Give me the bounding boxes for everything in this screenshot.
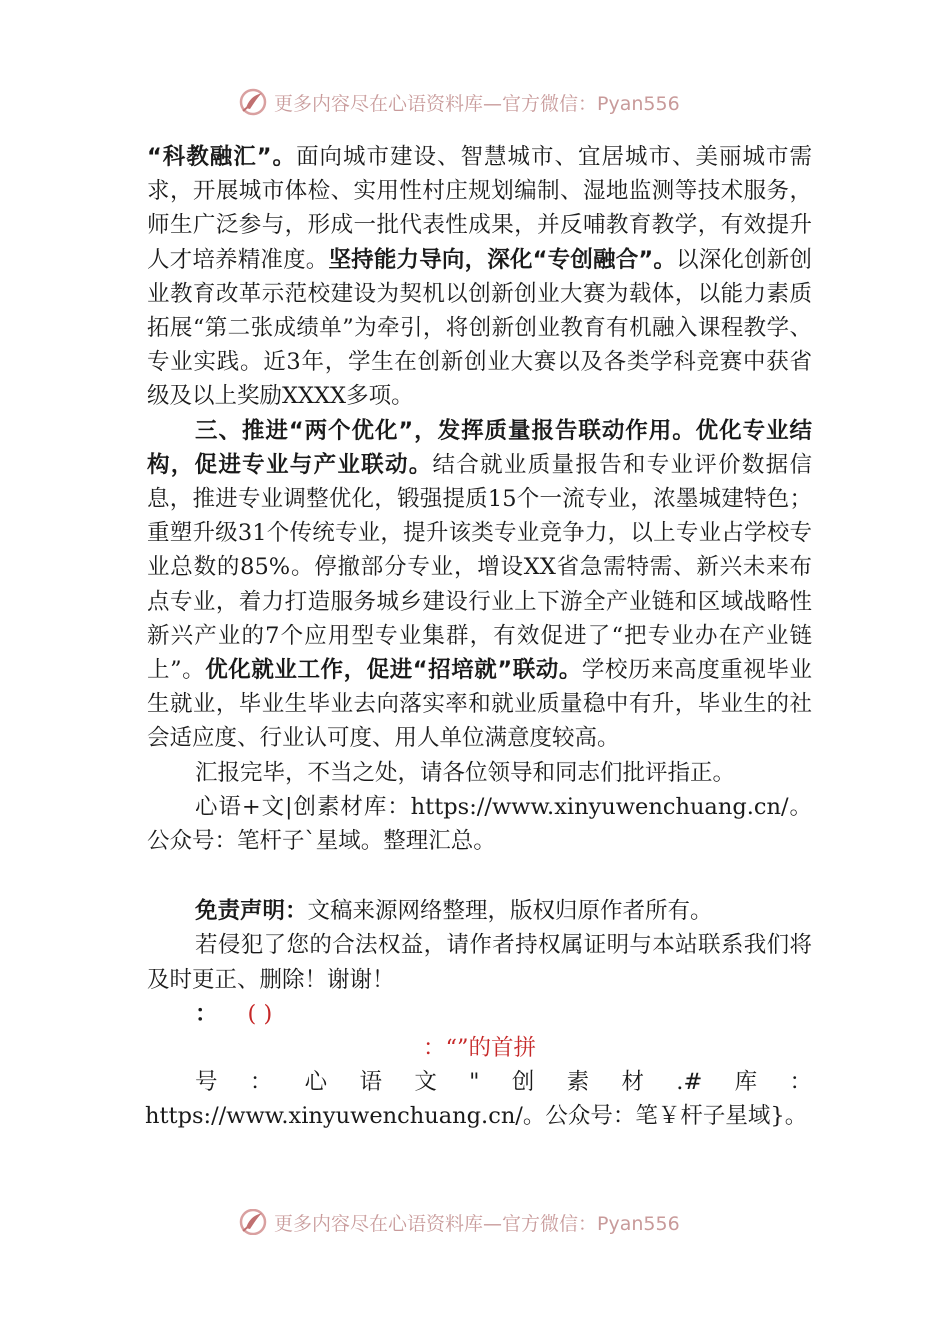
- disclaimer-label: 免责声明：: [195, 898, 308, 925]
- body-text: 结合就业质量报告和专业评价数据信息，推进专业调整优化，锻强提质15个一流专业，浓墨城建特色；重塑升级31个传统专业，提升该类专业竞争力，以上专业占学校专业总数的85%。停撤部分专业，增设XX省急需特需、新兴未来布点专业，着力打造服务城乡建设行业上下游全产业链和区域战略性新兴产业的7个应用型专业集群，有效促进了“把专业办在产业链上”。: [147, 451, 812, 684]
- footer-spread-line: [147, 1065, 812, 1099]
- paragraph-1: [147, 140, 812, 414]
- spread-token: 号: [195, 1069, 218, 1096]
- spread-token: ：: [249, 1069, 273, 1096]
- spread-token: 语: [359, 1069, 382, 1096]
- spacer: [147, 858, 812, 894]
- document-body: [147, 140, 812, 1134]
- spread-token: ": [469, 1069, 480, 1096]
- bold-phrase: 坚持能力导向，深化“专创融合”。: [328, 246, 677, 273]
- watermark-text: 更多内容尽在心语资料库—官方微信：Pyan556: [274, 1212, 680, 1235]
- source-paragraph: 心语+文|创素材库：https://www.xinyuwenchuang.cn/。公众号：笔杆子`星域。整理汇总。: [147, 793, 812, 855]
- watermark-text: 更多内容尽在心语资料库—官方微信：Pyan556: [274, 92, 680, 115]
- bold-phrase: 优化就业工作，促进“招培就”联动。: [205, 657, 582, 684]
- footer-colon: ：: [195, 1000, 218, 1027]
- spread-token: 文: [414, 1069, 437, 1096]
- body-text: 面向城市建设、智慧城市、宜居城市、美丽城市需求，开展城市体检、实用性村庄规划编制、湿地监测等技术服务，师生广泛参与，形成一批代表性成果，并反哺教育教学，有效提升人才培养精准度。: [147, 144, 812, 273]
- footer-red-line: ：“”的首拼: [422, 1035, 536, 1062]
- disclaimer-line: [147, 894, 812, 928]
- paragraph-2: [147, 414, 812, 756]
- spread-token: .#: [676, 1069, 703, 1096]
- spread-token: 素: [566, 1069, 590, 1096]
- footer-paren: ( ): [247, 1000, 273, 1027]
- closing-paragraph: 汇报完毕，不当之处，请各位领导和同志们批评指正。: [195, 759, 736, 786]
- spread-token: 材: [621, 1069, 644, 1096]
- footer-last-line: https://www.xinyuwenchuang.cn/。公众号：笔￥杆子星域}。: [145, 1103, 808, 1130]
- disclaimer-line-2: 若侵犯了您的合法权益，请作者持权属证明与本站联系我们将及时更正、删除！谢谢！: [147, 932, 812, 993]
- spread-token: 库: [734, 1069, 758, 1096]
- section-heading: 三、推进“两个优化”，发挥质量报告联动作用。优化专业结构，促进专业与产业联动。: [147, 417, 812, 478]
- body-text: 学校历来高度重视毕业生就业，毕业生毕业去向落实率和就业质量稳中有升，毕业生的社会适应度、行业认可度、用人单位满意度较高。: [147, 657, 812, 752]
- header-watermark: [238, 86, 680, 118]
- logo-icon: [238, 87, 268, 117]
- body-text: 以深化创新创业教育改革示范校建设为契机以创新创业大赛为载体，以能力素质拓展“第二张成绩单”为牵引，将创新创业教育有机融入课程教学、专业实践。近3年，学生在创新创业大赛以及各类学科竞赛中获省级及以上奖励XXXX多项。: [147, 246, 812, 410]
- footer-line-1: [147, 997, 812, 1031]
- footer-watermark: [238, 1209, 680, 1235]
- disclaimer-text: 文稿来源网络整理，版权归原作者所有。: [307, 898, 713, 925]
- spread-token: 心: [304, 1069, 328, 1096]
- spread-token: 创: [511, 1069, 535, 1096]
- logo-icon: [238, 1209, 268, 1235]
- bold-phrase: “科教融汇”。: [147, 144, 297, 170]
- spread-token: ：: [789, 1069, 812, 1096]
